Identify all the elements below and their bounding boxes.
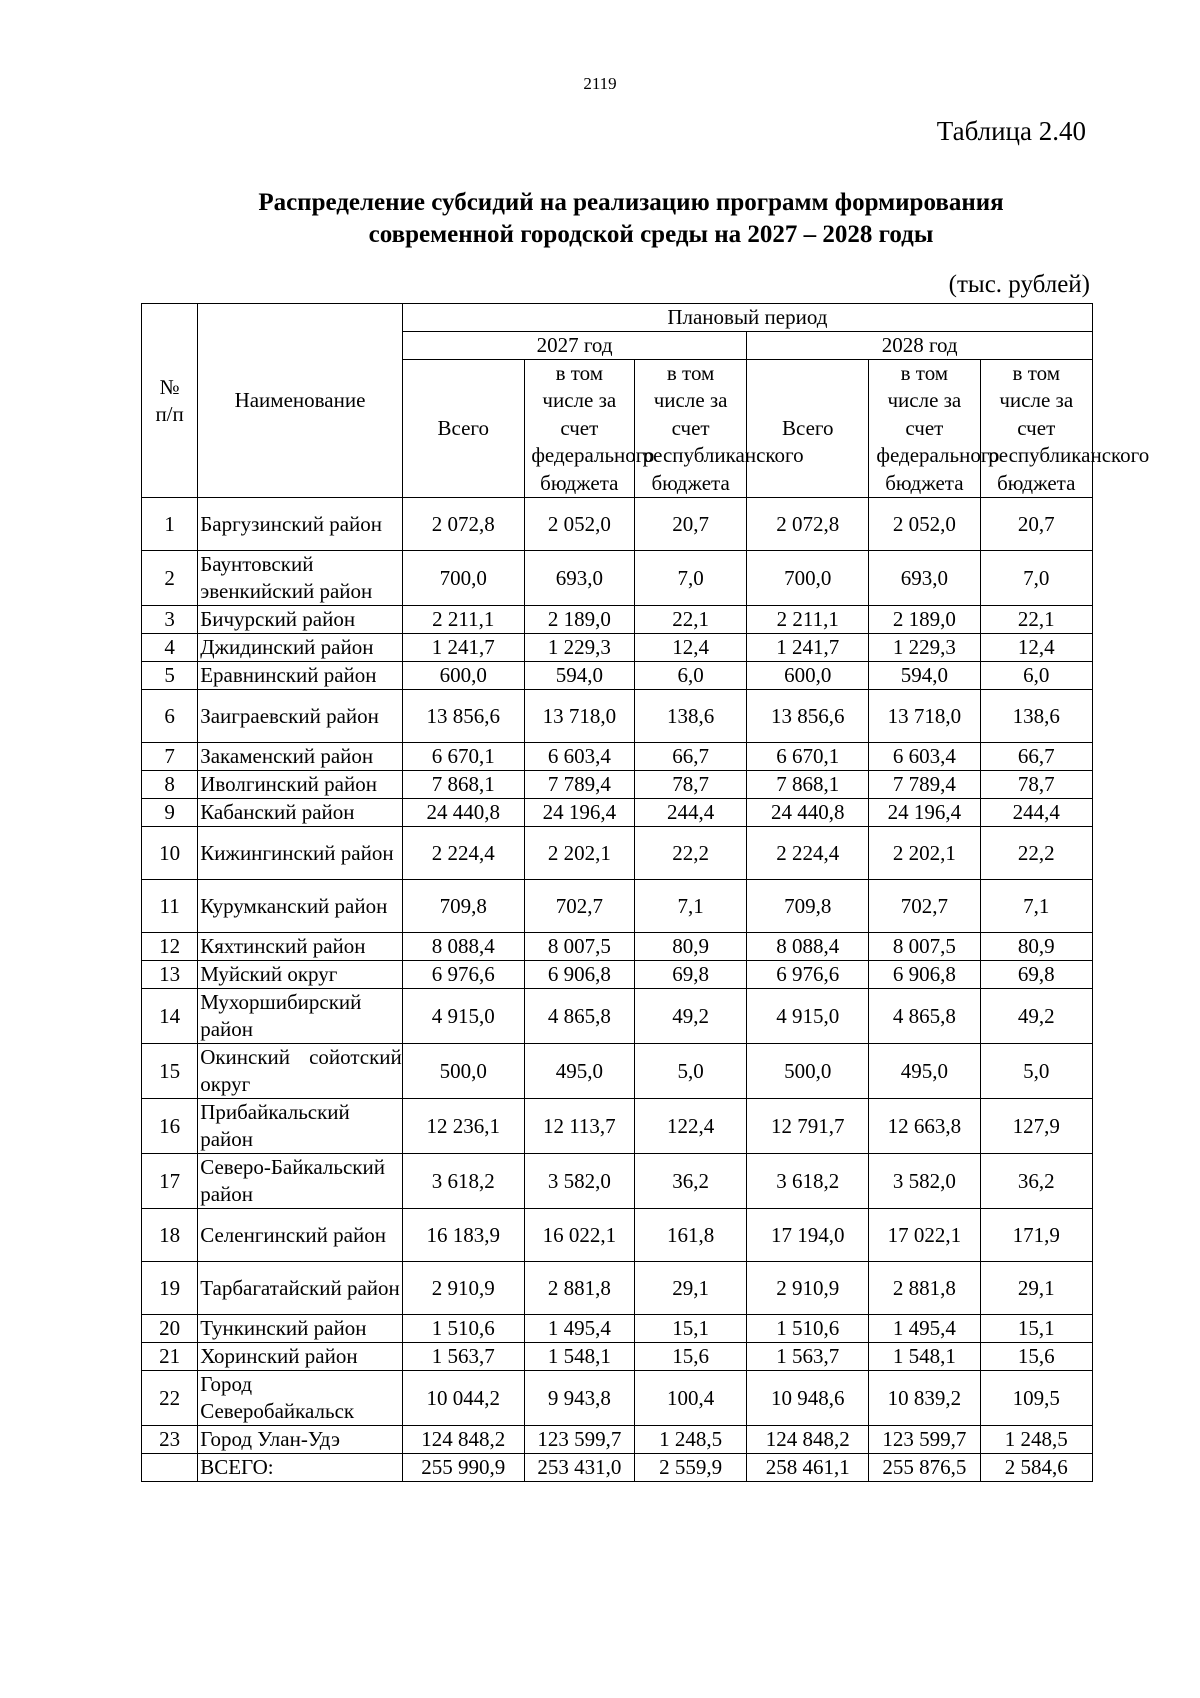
table-row <box>142 690 1093 743</box>
table-row <box>142 961 1093 989</box>
row-number: 21 <box>142 1343 198 1371</box>
cell-republic-2027: 80,9 <box>634 933 746 961</box>
cell-federal-2027: 13 718,0 <box>524 690 634 743</box>
cell-republic-2027: 100,4 <box>634 1371 746 1426</box>
cell-federal-2027: 9 943,8 <box>524 1371 634 1426</box>
table-row <box>142 880 1093 933</box>
cell-republic-2028: 15,6 <box>980 1343 1092 1371</box>
header-name: Наименование <box>198 304 403 498</box>
cell-republic-2027: 15,6 <box>634 1343 746 1371</box>
cell-total-2028: 500,0 <box>747 1044 869 1099</box>
cell-republic-2027: 78,7 <box>634 771 746 799</box>
cell-republic-2027: 15,1 <box>634 1315 746 1343</box>
cell-republic-2027: 69,8 <box>634 961 746 989</box>
cell-federal-2027: 123 599,7 <box>524 1426 634 1454</box>
table-row <box>142 933 1093 961</box>
cell-total-2028: 700,0 <box>747 551 869 606</box>
row-number: 18 <box>142 1209 198 1262</box>
table-row <box>142 1371 1093 1426</box>
table-row <box>142 743 1093 771</box>
cell-federal-2028: 495,0 <box>869 1044 980 1099</box>
row-number: 20 <box>142 1315 198 1343</box>
cell-republic-2027: 20,7 <box>634 498 746 551</box>
cell-total-2028: 2 910,9 <box>747 1262 869 1315</box>
cell-republic-2028: 66,7 <box>980 743 1092 771</box>
cell-federal-2028: 12 663,8 <box>869 1099 980 1154</box>
cell-federal-2028: 693,0 <box>869 551 980 606</box>
cell-federal-2028: 1 548,1 <box>869 1343 980 1371</box>
row-number: 9 <box>142 799 198 827</box>
header-total-2027: Всего <box>402 360 524 498</box>
row-number: 13 <box>142 961 198 989</box>
cell-total-2028: 709,8 <box>747 880 869 933</box>
cell-federal-2028: 8 007,5 <box>869 933 980 961</box>
table-header <box>142 304 1150 498</box>
cell-republic-2027: 6,0 <box>634 662 746 690</box>
title-line-2: современной городской среды на 2027 – 2028 годы <box>368 221 934 248</box>
row-number: 12 <box>142 933 198 961</box>
table-row <box>142 498 1093 551</box>
row-number: 3 <box>142 606 198 634</box>
cell-total-2028: 2 224,4 <box>747 827 869 880</box>
cell-total-2028: 13 856,6 <box>747 690 869 743</box>
cell-federal-2027: 12 113,7 <box>524 1099 634 1154</box>
cell-federal-2027: 3 582,0 <box>524 1154 634 1209</box>
row-number: 19 <box>142 1262 198 1315</box>
cell-republic-2028: 109,5 <box>980 1371 1092 1426</box>
cell-federal-2028: 7 789,4 <box>869 771 980 799</box>
row-number: 17 <box>142 1154 198 1209</box>
cell-total-2027: 10 044,2 <box>402 1371 524 1426</box>
cell-republic-2027: 138,6 <box>634 690 746 743</box>
header-planned-period: Плановый период <box>402 304 1092 332</box>
cell-federal-2027: 1 495,4 <box>524 1315 634 1343</box>
cell-federal-2027: 2 881,8 <box>524 1262 634 1315</box>
row-name: Муйский округ <box>198 961 403 989</box>
title-line-1: Распределение субсидий на реализацию программ формирования <box>258 189 1004 216</box>
header-num: № п/п <box>142 304 198 498</box>
row-number: 6 <box>142 690 198 743</box>
document-title <box>150 187 1112 251</box>
row-name: Хоринский район <box>198 1343 403 1371</box>
cell-total-2028: 6 670,1 <box>747 743 869 771</box>
header-republic-2028: в том числе за счет республиканского бюджета <box>980 360 1092 498</box>
cell-total-2027: 2 910,9 <box>402 1262 524 1315</box>
row-number: 22 <box>142 1371 198 1426</box>
cell-republic-2028: 78,7 <box>980 771 1092 799</box>
cell-total-2027: 500,0 <box>402 1044 524 1099</box>
cell-total-2027: 600,0 <box>402 662 524 690</box>
header-year-2027: 2027 год <box>402 332 747 360</box>
cell-republic-2028: 2 584,6 <box>980 1454 1092 1482</box>
cell-republic-2027: 36,2 <box>634 1154 746 1209</box>
cell-total-2027: 255 990,9 <box>402 1454 524 1482</box>
cell-federal-2028: 2 052,0 <box>869 498 980 551</box>
cell-republic-2028: 29,1 <box>980 1262 1092 1315</box>
row-number <box>142 1454 198 1482</box>
row-number: 1 <box>142 498 198 551</box>
header-republic-2027: в том числе за счет республиканского бюджета <box>634 360 746 498</box>
cell-republic-2028: 7,0 <box>980 551 1092 606</box>
row-number: 23 <box>142 1426 198 1454</box>
cell-republic-2027: 7,1 <box>634 880 746 933</box>
cell-republic-2027: 2 559,9 <box>634 1454 746 1482</box>
header-federal-2027: в том числе за счет федерального бюджета <box>524 360 634 498</box>
row-name: Баргузинский район <box>198 498 403 551</box>
cell-republic-2028: 22,1 <box>980 606 1092 634</box>
cell-republic-2028: 171,9 <box>980 1209 1092 1262</box>
table-row <box>142 799 1093 827</box>
table-row <box>142 662 1093 690</box>
cell-republic-2028: 22,2 <box>980 827 1092 880</box>
table-body <box>142 498 1093 1482</box>
cell-total-2028: 600,0 <box>747 662 869 690</box>
table-row <box>142 1426 1093 1454</box>
cell-total-2027: 3 618,2 <box>402 1154 524 1209</box>
cell-republic-2028: 80,9 <box>980 933 1092 961</box>
row-name: Кабанский район <box>198 799 403 827</box>
cell-total-2028: 12 791,7 <box>747 1099 869 1154</box>
cell-total-2027: 2 072,8 <box>402 498 524 551</box>
cell-total-2028: 2 211,1 <box>747 606 869 634</box>
table-row <box>142 1343 1093 1371</box>
cell-total-2027: 124 848,2 <box>402 1426 524 1454</box>
cell-total-2028: 1 563,7 <box>747 1343 869 1371</box>
cell-federal-2027: 6 906,8 <box>524 961 634 989</box>
cell-republic-2028: 69,8 <box>980 961 1092 989</box>
cell-republic-2028: 36,2 <box>980 1154 1092 1209</box>
cell-federal-2027: 1 229,3 <box>524 634 634 662</box>
total-row <box>142 1454 1093 1482</box>
cell-federal-2028: 24 196,4 <box>869 799 980 827</box>
cell-total-2027: 7 868,1 <box>402 771 524 799</box>
cell-total-2027: 2 211,1 <box>402 606 524 634</box>
cell-federal-2027: 24 196,4 <box>524 799 634 827</box>
cell-republic-2028: 244,4 <box>980 799 1092 827</box>
table-row <box>142 1209 1093 1262</box>
row-name: Заиграевский район <box>198 690 403 743</box>
row-name: Тарбагатайский район <box>198 1262 403 1315</box>
cell-federal-2027: 253 431,0 <box>524 1454 634 1482</box>
cell-republic-2027: 161,8 <box>634 1209 746 1262</box>
cell-republic-2027: 66,7 <box>634 743 746 771</box>
cell-total-2028: 2 072,8 <box>747 498 869 551</box>
table-row <box>142 771 1093 799</box>
cell-federal-2027: 4 865,8 <box>524 989 634 1044</box>
subsidies-table <box>141 303 1150 1482</box>
cell-total-2027: 8 088,4 <box>402 933 524 961</box>
row-name: Селенгинский район <box>198 1209 403 1262</box>
cell-total-2027: 6 976,6 <box>402 961 524 989</box>
cell-total-2027: 16 183,9 <box>402 1209 524 1262</box>
cell-federal-2028: 17 022,1 <box>869 1209 980 1262</box>
cell-federal-2028: 13 718,0 <box>869 690 980 743</box>
cell-total-2028: 10 948,6 <box>747 1371 869 1426</box>
cell-federal-2027: 2 202,1 <box>524 827 634 880</box>
cell-total-2028: 6 976,6 <box>747 961 869 989</box>
cell-federal-2028: 6 906,8 <box>869 961 980 989</box>
cell-republic-2027: 244,4 <box>634 799 746 827</box>
row-name: Джидинский район <box>198 634 403 662</box>
cell-republic-2027: 7,0 <box>634 551 746 606</box>
cell-federal-2027: 702,7 <box>524 880 634 933</box>
cell-federal-2027: 495,0 <box>524 1044 634 1099</box>
cell-total-2027: 700,0 <box>402 551 524 606</box>
cell-republic-2028: 1 248,5 <box>980 1426 1092 1454</box>
row-name: Баунтовский эвенкийский район <box>198 551 403 606</box>
row-name: Иволгинский район <box>198 771 403 799</box>
cell-federal-2028: 2 189,0 <box>869 606 980 634</box>
cell-federal-2028: 3 582,0 <box>869 1154 980 1209</box>
cell-federal-2027: 693,0 <box>524 551 634 606</box>
cell-federal-2028: 255 876,5 <box>869 1454 980 1482</box>
cell-total-2027: 709,8 <box>402 880 524 933</box>
cell-republic-2027: 49,2 <box>634 989 746 1044</box>
cell-total-2028: 7 868,1 <box>747 771 869 799</box>
header-federal-2028: в том числе за счет федерального бюджета <box>869 360 980 498</box>
cell-republic-2028: 20,7 <box>980 498 1092 551</box>
row-number: 14 <box>142 989 198 1044</box>
row-number: 10 <box>142 827 198 880</box>
cell-total-2028: 124 848,2 <box>747 1426 869 1454</box>
table-number: Таблица 2.40 <box>936 116 1086 146</box>
row-name: Кяхтинский район <box>198 933 403 961</box>
row-name: Город Северобайкальск <box>198 1371 403 1426</box>
cell-federal-2028: 123 599,7 <box>869 1426 980 1454</box>
table-row <box>142 1315 1093 1343</box>
cell-republic-2028: 6,0 <box>980 662 1092 690</box>
cell-total-2028: 1 510,6 <box>747 1315 869 1343</box>
header-total-2028: Всего <box>747 360 869 498</box>
cell-republic-2028: 7,1 <box>980 880 1092 933</box>
table-row <box>142 1044 1093 1099</box>
cell-federal-2027: 1 548,1 <box>524 1343 634 1371</box>
cell-total-2027: 1 510,6 <box>402 1315 524 1343</box>
row-name: Закаменский район <box>198 743 403 771</box>
table-row <box>142 1099 1093 1154</box>
cell-federal-2028: 2 881,8 <box>869 1262 980 1315</box>
cell-total-2027: 13 856,6 <box>402 690 524 743</box>
cell-federal-2028: 1 229,3 <box>869 634 980 662</box>
row-number: 5 <box>142 662 198 690</box>
cell-federal-2027: 7 789,4 <box>524 771 634 799</box>
cell-federal-2028: 6 603,4 <box>869 743 980 771</box>
table-row <box>142 606 1093 634</box>
cell-total-2028: 8 088,4 <box>747 933 869 961</box>
cell-total-2028: 17 194,0 <box>747 1209 869 1262</box>
row-name: Прибайкальский район <box>198 1099 403 1154</box>
row-number: 16 <box>142 1099 198 1154</box>
cell-total-2028: 1 241,7 <box>747 634 869 662</box>
cell-federal-2028: 1 495,4 <box>869 1315 980 1343</box>
row-name: Окинский сойотский округ <box>198 1044 403 1099</box>
cell-federal-2028: 10 839,2 <box>869 1371 980 1426</box>
row-name: Еравнинский район <box>198 662 403 690</box>
cell-republic-2028: 49,2 <box>980 989 1092 1044</box>
cell-federal-2027: 6 603,4 <box>524 743 634 771</box>
cell-republic-2027: 5,0 <box>634 1044 746 1099</box>
cell-federal-2028: 594,0 <box>869 662 980 690</box>
cell-total-2027: 12 236,1 <box>402 1099 524 1154</box>
cell-republic-2027: 22,1 <box>634 606 746 634</box>
row-name: Курумканский район <box>198 880 403 933</box>
cell-total-2027: 6 670,1 <box>402 743 524 771</box>
row-name: Мухоршибирский район <box>198 989 403 1044</box>
cell-federal-2027: 2 052,0 <box>524 498 634 551</box>
cell-total-2028: 4 915,0 <box>747 989 869 1044</box>
row-name: ВСЕГО: <box>198 1454 403 1482</box>
cell-federal-2027: 2 189,0 <box>524 606 634 634</box>
row-number: 4 <box>142 634 198 662</box>
cell-republic-2027: 1 248,5 <box>634 1426 746 1454</box>
cell-federal-2028: 4 865,8 <box>869 989 980 1044</box>
cell-total-2028: 258 461,1 <box>747 1454 869 1482</box>
cell-total-2027: 2 224,4 <box>402 827 524 880</box>
cell-republic-2028: 127,9 <box>980 1099 1092 1154</box>
table-row <box>142 1154 1093 1209</box>
cell-republic-2027: 29,1 <box>634 1262 746 1315</box>
cell-republic-2028: 138,6 <box>980 690 1092 743</box>
table-row <box>142 989 1093 1044</box>
row-name: Тункинский район <box>198 1315 403 1343</box>
table-row <box>142 1262 1093 1315</box>
table-row <box>142 827 1093 880</box>
cell-federal-2027: 594,0 <box>524 662 634 690</box>
cell-total-2027: 1 563,7 <box>402 1343 524 1371</box>
cell-federal-2027: 8 007,5 <box>524 933 634 961</box>
cell-federal-2027: 16 022,1 <box>524 1209 634 1262</box>
row-name: Город Улан-Удэ <box>198 1426 403 1454</box>
cell-total-2028: 24 440,8 <box>747 799 869 827</box>
cell-republic-2027: 12,4 <box>634 634 746 662</box>
units-label: (тыс. рублей) <box>948 271 1090 298</box>
header-year-2028: 2028 год <box>747 332 1093 360</box>
table-row <box>142 634 1093 662</box>
row-name: Северо-Байкальский район <box>198 1154 403 1209</box>
row-number: 11 <box>142 880 198 933</box>
row-name: Бичурский район <box>198 606 403 634</box>
cell-federal-2028: 702,7 <box>869 880 980 933</box>
table-row <box>142 551 1093 606</box>
cell-total-2027: 1 241,7 <box>402 634 524 662</box>
cell-republic-2027: 22,2 <box>634 827 746 880</box>
cell-republic-2028: 15,1 <box>980 1315 1092 1343</box>
row-number: 15 <box>142 1044 198 1099</box>
cell-total-2027: 4 915,0 <box>402 989 524 1044</box>
cell-republic-2027: 122,4 <box>634 1099 746 1154</box>
cell-total-2028: 3 618,2 <box>747 1154 869 1209</box>
cell-republic-2028: 5,0 <box>980 1044 1092 1099</box>
row-number: 7 <box>142 743 198 771</box>
row-number: 2 <box>142 551 198 606</box>
row-number: 8 <box>142 771 198 799</box>
cell-federal-2028: 2 202,1 <box>869 827 980 880</box>
cell-republic-2028: 12,4 <box>980 634 1092 662</box>
page-number: 2119 <box>583 74 617 93</box>
cell-total-2027: 24 440,8 <box>402 799 524 827</box>
row-name: Кижингинский район <box>198 827 403 880</box>
